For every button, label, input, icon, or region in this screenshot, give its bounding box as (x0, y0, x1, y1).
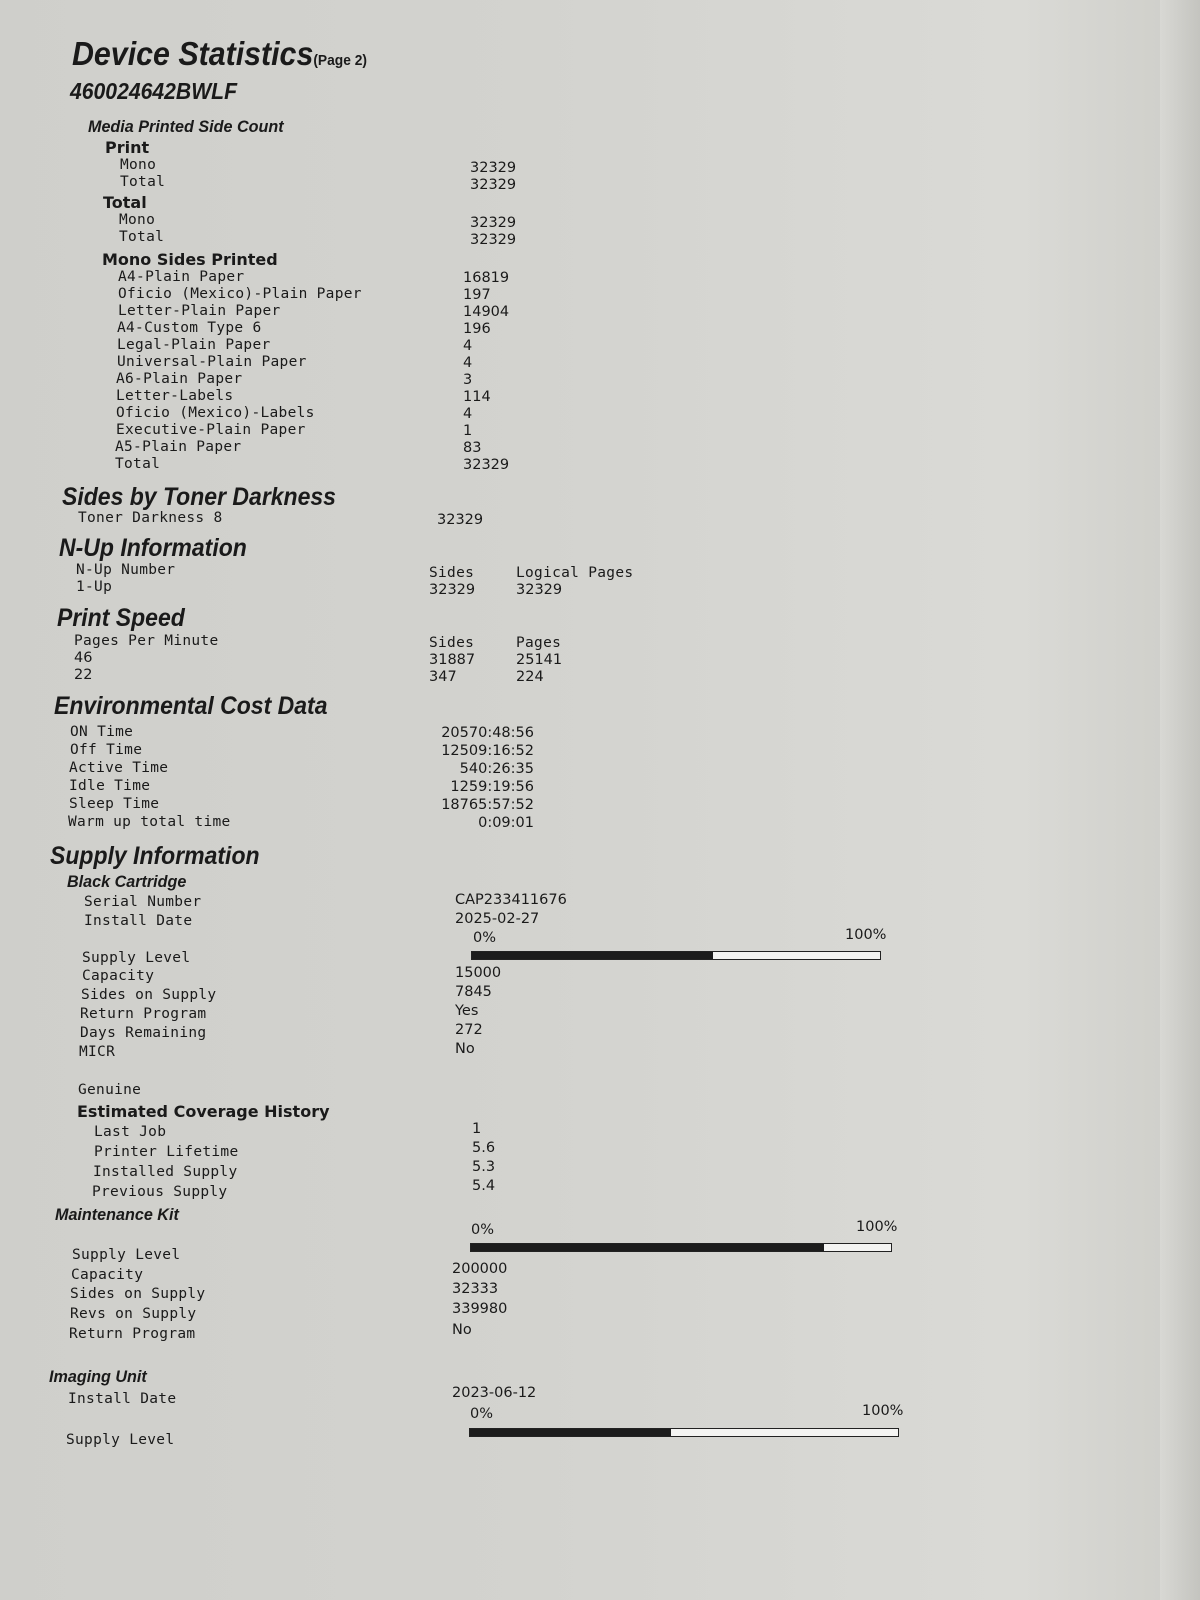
maint-detail-value-0: 200000 (452, 1261, 508, 1277)
black-install-label: Install Date (84, 913, 193, 929)
black-detail-label-4: MICR (79, 1044, 116, 1060)
mono-sides-label-3: A4-Custom Type 6 (117, 320, 262, 336)
coverage-value-1: 5.6 (472, 1140, 496, 1156)
print-subheading: Print (105, 138, 150, 157)
mono-sides-value-1: 197 (463, 287, 491, 303)
mono-sides-value-4: 4 (463, 338, 473, 354)
maint-detail-label-0: Capacity (71, 1267, 144, 1283)
page-title-text: Device Statistics (72, 35, 314, 72)
mono-sides-value-2: 14904 (463, 304, 510, 320)
maint-bar-max: 100% (856, 1219, 898, 1235)
env-label-3: Idle Time (69, 778, 151, 794)
media-heading: Media Printed Side Count (88, 117, 284, 136)
imaging-heading: Imaging Unit (49, 1367, 147, 1386)
total-mono-value: 32329 (470, 215, 517, 231)
black-bar-min: 0% (473, 930, 497, 946)
mono-sides-label-10: A5-Plain Paper (115, 439, 242, 455)
mono-sides-value-6: 3 (463, 372, 473, 388)
imaging-install-value: 2023-06-12 (452, 1385, 537, 1401)
toner-value: 32329 (437, 512, 484, 528)
speed-ppm-1: 22 (74, 667, 93, 683)
imaging-bar-min: 0% (470, 1406, 494, 1422)
total-total-label: Total (119, 229, 165, 245)
black-detail-label-0: Capacity (82, 968, 155, 984)
env-label-1: Off Time (70, 742, 143, 758)
env-value-1: 12509:16:52 (441, 743, 534, 759)
maint-level-label: Supply Level (72, 1247, 181, 1263)
page-title (72, 36, 367, 79)
black-detail-value-0: 15000 (455, 965, 502, 981)
black-install-value: 2025-02-27 (455, 911, 540, 927)
maint-supply-level-fill (471, 1244, 824, 1251)
env-value-5: 0:09:01 (478, 815, 534, 831)
black-detail-label-2: Return Program (80, 1006, 207, 1022)
mono-sides-label-4: Legal-Plain Paper (117, 337, 271, 353)
mono-sides-label-0: A4-Plain Paper (118, 269, 245, 285)
imaging-supply-level-bar (469, 1428, 899, 1437)
nup-col-logical-pages: Logical Pages (516, 565, 634, 581)
speed-pages-1: 224 (516, 669, 544, 685)
black-detail-value-4: No (455, 1041, 475, 1057)
env-label-4: Sleep Time (69, 796, 160, 812)
mono-sides-label-6: A6-Plain Paper (116, 371, 243, 387)
print-mono-value: 32329 (470, 160, 517, 176)
black-serial-label: Serial Number (84, 894, 202, 910)
nup-row-sides: 32329 (429, 582, 476, 598)
total-total-value: 32329 (470, 232, 517, 248)
maint-detail-label-1: Sides on Supply (70, 1286, 206, 1302)
env-label-5: Warm up total time (68, 814, 231, 830)
total-mono-label: Mono (119, 212, 156, 228)
speed-col-ppm: Pages Per Minute (74, 633, 219, 649)
maint-supply-level-bar (470, 1243, 892, 1252)
print-total-label: Total (120, 174, 166, 190)
imaging-install-label: Install Date (68, 1391, 177, 1407)
speed-heading: Print Speed (57, 604, 185, 632)
page-number: (Page 2) (313, 52, 368, 69)
print-mono-label: Mono (120, 157, 157, 173)
imaging-level-label: Supply Level (66, 1432, 175, 1448)
black-supply-level-fill (472, 952, 713, 959)
coverage-value-0: 1 (472, 1121, 482, 1137)
toner-label: Toner Darkness 8 (78, 510, 223, 526)
nup-heading: N-Up Information (59, 534, 247, 562)
black-detail-value-2: Yes (455, 1003, 479, 1019)
maint-bar-min: 0% (471, 1222, 495, 1238)
env-value-3: 1259:19:56 (450, 779, 534, 795)
env-heading: Environmental Cost Data (54, 692, 328, 720)
maint-detail-value-1: 32333 (452, 1281, 499, 1297)
nup-col-number: N-Up Number (76, 562, 176, 578)
env-value-2: 540:26:35 (459, 761, 534, 777)
black-detail-label-1: Sides on Supply (81, 987, 217, 1003)
env-label-0: ON Time (70, 724, 134, 740)
mono-sides-value-8: 4 (463, 406, 473, 422)
print-total-value: 32329 (470, 177, 517, 193)
mono-sides-value-0: 16819 (463, 270, 510, 286)
coverage-label-2: Installed Supply (93, 1164, 238, 1180)
coverage-label-1: Printer Lifetime (94, 1144, 239, 1160)
black-supply-level-bar (471, 951, 881, 960)
black-genuine-label: Genuine (78, 1082, 142, 1098)
speed-sides-0: 31887 (429, 652, 476, 668)
mono-sides-label-2: Letter-Plain Paper (118, 303, 281, 319)
total-subheading: Total (103, 193, 147, 212)
mono-sides-value-10: 83 (463, 440, 482, 456)
paper-edge-shadow (1160, 0, 1200, 1600)
mono-sides-subheading: Mono Sides Printed (102, 250, 278, 269)
nup-col-sides: Sides (429, 565, 475, 581)
speed-col-sides: Sides (429, 635, 475, 651)
maint-detail-label-3: Return Program (69, 1326, 196, 1342)
nup-row-label: 1-Up (76, 579, 113, 595)
coverage-heading: Estimated Coverage History (77, 1102, 330, 1121)
speed-ppm-0: 46 (74, 650, 93, 666)
black-detail-label-3: Days Remaining (80, 1025, 207, 1041)
mono-sides-label-11: Total (115, 456, 161, 472)
toner-heading: Sides by Toner Darkness (62, 483, 336, 511)
speed-col-pages: Pages (516, 635, 562, 651)
speed-sides-1: 347 (429, 669, 457, 685)
env-value-0: 20570:48:56 (441, 725, 534, 741)
mono-sides-value-11: 32329 (463, 457, 510, 473)
mono-sides-value-5: 4 (463, 355, 473, 371)
mono-sides-label-7: Letter-Labels (116, 388, 234, 404)
supply-heading: Supply Information (50, 842, 260, 870)
mono-sides-label-9: Executive-Plain Paper (116, 422, 306, 438)
maint-heading: Maintenance Kit (55, 1205, 179, 1224)
env-label-2: Active Time (69, 760, 169, 776)
mono-sides-label-1: Oficio (Mexico)-Plain Paper (118, 286, 362, 302)
black-detail-value-1: 7845 (455, 984, 492, 1000)
mono-sides-value-3: 196 (463, 321, 491, 337)
maint-detail-value-3: No (452, 1322, 472, 1338)
imaging-supply-level-fill (470, 1429, 671, 1436)
speed-pages-0: 25141 (516, 652, 563, 668)
coverage-label-3: Previous Supply (92, 1184, 228, 1200)
coverage-label-0: Last Job (94, 1124, 167, 1140)
black-serial-value: CAP233411676 (455, 892, 567, 908)
mono-sides-label-8: Oficio (Mexico)-Labels (116, 405, 315, 421)
device-serial: 460024642BWLF (70, 78, 238, 104)
coverage-value-2: 5.3 (472, 1159, 496, 1175)
env-value-4: 18765:57:52 (441, 797, 534, 813)
black-bar-max: 100% (845, 927, 887, 943)
black-detail-value-3: 272 (455, 1022, 483, 1038)
nup-row-pages: 32329 (516, 582, 563, 598)
maint-detail-label-2: Revs on Supply (70, 1306, 197, 1322)
mono-sides-label-5: Universal-Plain Paper (117, 354, 307, 370)
mono-sides-value-9: 1 (463, 423, 473, 439)
black-level-label: Supply Level (82, 950, 191, 966)
coverage-value-3: 5.4 (472, 1178, 496, 1194)
black-cartridge-heading: Black Cartridge (67, 872, 187, 891)
maint-detail-value-2: 339980 (452, 1301, 508, 1317)
imaging-bar-max: 100% (862, 1403, 904, 1419)
mono-sides-value-7: 114 (463, 389, 491, 405)
